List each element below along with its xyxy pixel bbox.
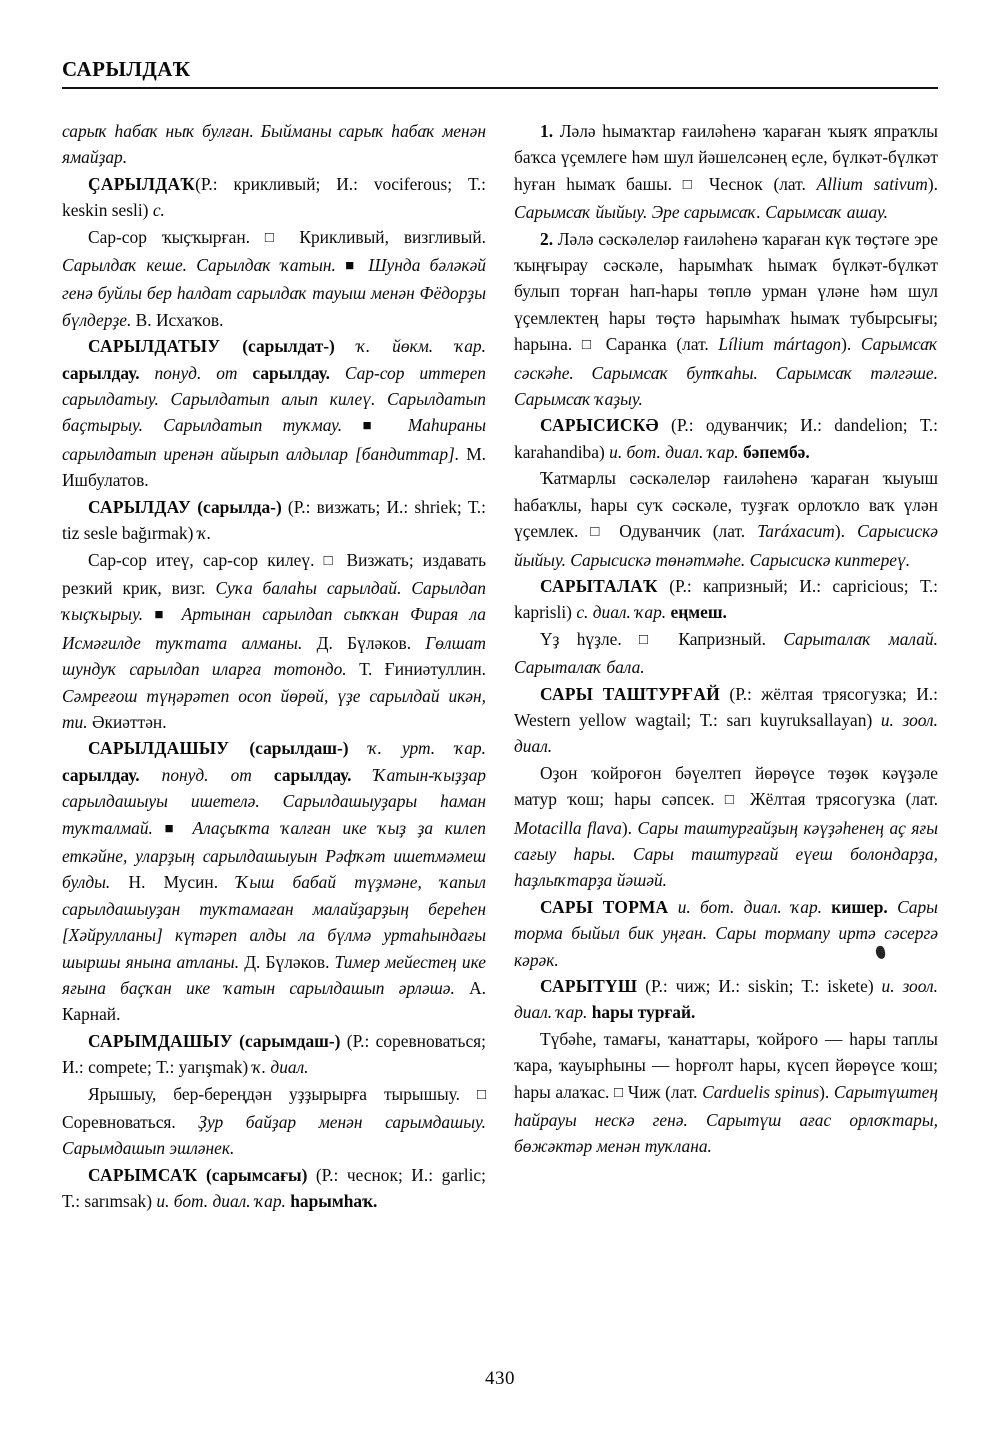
definition-bashkir: Оҙон ҡойроғон бәүелтеп йөрөүсе төҙөк кәүҙәле матур ҡош; һары сәпсек. xyxy=(514,762,938,810)
entry-sarimdashiu-body xyxy=(62,1081,486,1162)
latin-binomial: Motacilla flava xyxy=(514,817,622,838)
page-number: 430 xyxy=(485,1368,515,1389)
ru-gloss: одуванчик; xyxy=(705,415,788,436)
gloss-close: ) xyxy=(146,1191,153,1212)
tr-gloss: kaprisli xyxy=(514,602,567,623)
usage-examples: Сар-сор иттереп сарылдатыу. Сарылдатып алып килеү. Сарылдатып баҫтырыу. Сарылдатып туҡмау. xyxy=(62,362,486,436)
ru-label: Р.: xyxy=(352,1030,370,1051)
ru-gloss: крикливый; xyxy=(233,173,321,194)
ru-gloss: жёлтая трясогузка; xyxy=(761,683,907,704)
definition-bashkir: Сар-сор ҡыҫҡырған. xyxy=(88,226,251,247)
xref-target: һарымһаҡ. xyxy=(290,1191,378,1212)
usage-examples: Ҙур байҙар менән сарымдашыу. Сарымдашып эшләнек. xyxy=(62,1112,486,1159)
square-filled-marker-icon: ■ xyxy=(345,258,360,275)
entry-sarildashiu-head xyxy=(62,735,486,1027)
en-label: И.: xyxy=(799,575,822,596)
en-gloss: compete; xyxy=(88,1057,152,1078)
latin-open: (лат. xyxy=(676,334,709,355)
latin-binomial: Carduelis spinus xyxy=(702,1081,820,1102)
citation: Маһираны сарылдатып иренән айырып алдылар [бандиттар]. xyxy=(62,415,487,464)
citation: Сәмреғош түңәрәтеп осоп йөрөй, үҙе сарылдай икән, ти. xyxy=(62,685,486,732)
square-open-marker-icon: □ xyxy=(639,631,662,648)
latin-close: ). xyxy=(927,173,938,194)
en-gloss: dandelion; xyxy=(834,415,908,436)
definition-bashkir: Ләлә һымаҡтар ғаиләһенә ҡараған ҡыяҡ япраҡлы баҡса үҫемлеге һәм шул йәшелсәнең еҫле, бүлкәт-бүлкәт һуған һымаҡ башы. xyxy=(514,121,938,194)
en-label: И.: xyxy=(62,1057,84,1078)
en-label: И.: xyxy=(411,1164,434,1185)
ru-grammar-note: понуд. от xyxy=(154,362,238,383)
square-open-marker-icon: □ xyxy=(724,792,740,809)
entry-sari-tashturgai-body xyxy=(514,760,938,894)
definition-russian: Соревноваться. xyxy=(62,1112,176,1133)
citation: Гөлшат шундуҡ сарылдап иларға тотондо. xyxy=(62,632,486,680)
part-of-speech: ҡ. диал. xyxy=(252,1057,309,1078)
stem-form: (сарылдат-) xyxy=(242,336,335,357)
ru-gloss: чеснок; xyxy=(346,1164,403,1185)
part-of-speech: ҡ. xyxy=(197,523,212,544)
gloss-open: ( xyxy=(195,173,201,194)
definition-russian: Чиж xyxy=(627,1081,661,1102)
citation-source: Т. Ғиниәтуллин. xyxy=(359,659,486,680)
definition-russian: Чеснок xyxy=(709,173,763,194)
xref-label: ҡар. xyxy=(635,602,667,623)
gloss-open: ( xyxy=(287,496,294,517)
latin-open: (лат. xyxy=(905,789,938,810)
stem-form: (сарылда-) xyxy=(197,496,282,517)
right-column xyxy=(514,118,938,1160)
ru-gloss: чиж; xyxy=(675,976,711,996)
gloss-close: ) xyxy=(142,200,149,221)
usage-examples: Ҡатын-ҡыҙҙар сарылдашыуы ишетелә. Сарылдашыуҙары һаман туҡталмай. xyxy=(62,764,486,838)
xref-target: бәпембә. xyxy=(742,441,810,462)
definition-russian: Крикливый, визгливый. xyxy=(299,226,486,247)
tr-label: Т.: xyxy=(801,976,820,996)
tr-gloss: sarı kuyruksallayan xyxy=(726,709,867,730)
headword: САРЫЛДАШЫУ xyxy=(88,738,230,759)
tr-label: Т.: xyxy=(919,575,939,596)
ru-gloss: соревноваться; xyxy=(375,1030,486,1051)
en-label: И.: xyxy=(916,683,938,704)
citation: Алаҫыҡта ҡалған ике ҡыҙ ҙа килеп еткәйне, уларҙың сарылдашыуын Рәфҡәт ишетмәмеш булды. xyxy=(62,817,486,893)
ru-label: Р.: xyxy=(676,415,694,436)
entry-sarimdashiu-head xyxy=(62,1028,486,1081)
latin-open: (лат. xyxy=(712,521,746,542)
sense-number: 1. xyxy=(540,121,554,141)
citation: Ҡыш бабай түҙмәне, ҡапыл сарылдашыуҙан туҡтамаған малайҙарҙың береһен [Хәйрулланы] күтәреп алды ла бүлмә уртаһындағы шыршы янына атланы. xyxy=(62,872,486,972)
gloss-open: ( xyxy=(645,976,651,996)
part-of-speech: и. бот. диал. xyxy=(609,441,704,462)
citation-source: Әкиәттән. xyxy=(91,711,167,732)
headword: САРЫ ТАШТУРҒАЙ xyxy=(540,683,721,704)
gloss-open: ( xyxy=(671,415,677,436)
en-label: И.: xyxy=(718,976,741,996)
en-gloss: Western yellow wagtail; xyxy=(514,709,692,730)
citation-source: Д. Бүләков. xyxy=(244,951,330,972)
citation-source: М. Ишбулатов. xyxy=(62,443,486,491)
citation-source: В. Исхаҡов. xyxy=(135,309,224,330)
definition-bashkir: Ләлә сәскәлеләр ғаиләһенә ҡараған күк төҫтәге эре ҡыңғырау сәскәле, һарымһаҡ һымаҡ бүлкәт-бүлкәт булып торған һап-һары төплө урман үләне һәм шул үҫемлектең һары төҫтә һарымһаҡ һымаҡ тубырсығы; һарына. xyxy=(514,228,938,355)
entry-sarildaq-body xyxy=(62,224,486,334)
part-of-speech: и. зоол. диал. xyxy=(514,709,938,757)
square-open-marker-icon: □ xyxy=(323,552,338,569)
definition-bashkir: Үҙ һүҙле. xyxy=(540,628,622,649)
latin-close: ). xyxy=(621,817,632,838)
usage-examples: Сары торма быйыл бик уңған. Сары тормany иртә сәсергә кәрәк. xyxy=(514,896,938,970)
usage-examples: Суҡа балаһы сарылдай. Сарылдап ҡыҫҡырыу. xyxy=(62,577,486,625)
gloss-close: ) xyxy=(866,709,873,730)
latin-binomial: Taráxacum xyxy=(757,521,835,542)
square-filled-marker-icon: ■ xyxy=(154,607,171,624)
sense-2 xyxy=(514,226,938,413)
definition-russian: Визжать; издавать резкий крик, визг. xyxy=(62,549,486,598)
xref-target: сарылдау. xyxy=(62,362,140,383)
ru-grammar-note: понуд. от xyxy=(161,764,252,785)
definition-russian: Жёлтая трясогузка xyxy=(750,789,896,810)
definition-russian: Одуванчик xyxy=(619,521,701,542)
running-head-title: САРЫЛДАҠ xyxy=(62,57,191,81)
usage-examples: Сары таштурғайҙың кәүҙәһенең аҫ яғы сағыу һары. Сары таштурғай еүеш болондарҙа, һаҙлыҡтарҙа йәшәй. xyxy=(514,817,938,891)
en-label: И.: xyxy=(386,496,409,517)
entry-sarisiska-body xyxy=(514,465,938,573)
square-filled-marker-icon: ■ xyxy=(362,418,388,435)
citation: Тимер мейестең ике яғына баҫҡан ике ҡатын сарылдашып әрләшә. xyxy=(62,951,486,998)
stem-form: (сарылдаш-) xyxy=(249,738,349,759)
citation: Артынан сарылдап сыҡҡан Фирая ла Исмәғилде туҡтата алманы. xyxy=(62,604,487,653)
part-of-speech: и. зоол. диал. xyxy=(514,976,938,1023)
ru-label: Р.: xyxy=(293,496,311,517)
entry-saritush-body xyxy=(514,1026,938,1160)
latin-binomial: Allium sativum xyxy=(816,173,928,194)
entry-sarildaq-head xyxy=(62,171,486,224)
part-of-speech: ҡ. йөкм. xyxy=(356,336,434,357)
stem-form: (сарымсағы) xyxy=(205,1164,308,1185)
sense-number: 2. xyxy=(540,228,554,249)
headword: САРЫТҮШ xyxy=(540,976,638,996)
stem-form: (сарымдаш-) xyxy=(239,1030,341,1051)
square-open-marker-icon: □ xyxy=(682,176,699,193)
citation-source: Д. Бүләков. xyxy=(316,632,412,653)
gloss-open: ( xyxy=(669,575,675,596)
xref-target: еңмеш. xyxy=(670,602,727,623)
usage-examples: Сарымсаҡ йыйыу. Эре сарымсаҡ. Сарымсаҡ ашау. xyxy=(514,202,888,223)
usage-examples: Сарысискә йыйыу. Сарысискә төнәтмәһе. Сарысискә киптереү. xyxy=(514,521,938,570)
headword: САРЫМСАҠ xyxy=(88,1164,198,1185)
square-open-marker-icon: □ xyxy=(476,1086,486,1103)
gloss-open: ( xyxy=(315,1164,322,1185)
gloss-close: ) xyxy=(867,976,874,996)
left-column xyxy=(62,118,486,1215)
sense-1 xyxy=(514,118,938,226)
headword: САРЫЛДАУ xyxy=(88,496,192,517)
latin-open: (лат. xyxy=(773,173,806,194)
usage-examples: Сарымсаҡ сәскәһе. Сарымсаҡ бутҡаһы. Сарымсаҡ тәлгәше. Сарымсаҡ ҡаҙыу. xyxy=(514,334,939,410)
definition-bashkir: Сар-сор итеү, сар-сор килеү. xyxy=(88,549,315,570)
part-of-speech: с. xyxy=(152,200,165,221)
latin-close: ). xyxy=(819,1081,830,1102)
gloss-close: ) xyxy=(566,602,572,623)
page-columns xyxy=(62,118,938,1215)
ru-gloss: визжать; xyxy=(316,496,381,517)
xref-label: ҡар. xyxy=(707,441,739,462)
headword: САРЫМДАШЫУ xyxy=(88,1030,233,1051)
ru-label: Р.: xyxy=(674,575,692,596)
ru-xref-target: сарылдау. xyxy=(273,764,352,785)
ru-xref-target: сарылдау. xyxy=(252,362,330,383)
usage-examples: Сарыталаҡ малай. Сарыталаҡ бала. xyxy=(514,628,938,678)
tr-gloss: sarımsak xyxy=(84,1191,147,1212)
square-open-marker-icon: □ xyxy=(590,524,608,541)
latin-close: ). xyxy=(841,334,852,355)
xref-label: ҡар. xyxy=(791,896,822,917)
usage-examples: Сарылдаҡ кеше. Сарылдаҡ ҡатын. xyxy=(62,255,336,276)
headword: ҪАРЫЛДАҠ xyxy=(88,173,196,194)
entry-sarildatiu-head xyxy=(62,333,486,493)
entry-sari-torma-head xyxy=(514,894,938,973)
tr-label: Т.: xyxy=(467,173,486,194)
definition-bashkir: Ярышыу, бер-береңдән уҙҙырырға тырышыу. xyxy=(88,1083,460,1104)
continued-entry-text xyxy=(62,118,486,171)
running-head-rule xyxy=(62,87,938,89)
en-label: И.: xyxy=(336,173,358,194)
xref-label: ҡар. xyxy=(556,1002,588,1023)
part-of-speech: с. диал. xyxy=(576,602,631,623)
entry-sari-tashturgai-head xyxy=(514,681,938,760)
headword: САРЫСИСКӘ xyxy=(540,415,659,436)
headword: САРЫ ТОРМА xyxy=(540,896,669,917)
xref-target: һары турғай. xyxy=(591,1002,696,1023)
definition-russian: Саранка xyxy=(605,334,667,355)
tr-label: Т.: xyxy=(156,1057,175,1078)
citation-source: Н. Мусин. xyxy=(128,872,219,893)
en-gloss: shriek; xyxy=(414,496,462,517)
ru-label: Р.: xyxy=(651,976,668,996)
ru-gloss: капризный; xyxy=(702,575,788,596)
en-gloss: capricious; xyxy=(832,575,909,596)
entry-sarildau-body xyxy=(62,547,486,736)
definition-bashkir: Ҡатмарлы сәскәлеләр ғаиләһенә ҡараған ҡыуыш һабаҡлы, һары суҡ сәскәле, туҙғаҡ орлоҡло ваҡ үлән үҫемлек. xyxy=(514,468,938,542)
tr-label: Т.: xyxy=(467,496,486,517)
tr-gloss: keskin sesli xyxy=(62,200,143,221)
part-of-speech: и. бот. диал. xyxy=(677,896,782,917)
ru-label: Р.: xyxy=(200,173,218,194)
tr-label: Т.: xyxy=(62,1191,81,1212)
en-label: И.: xyxy=(800,415,822,436)
tr-gloss: iskete xyxy=(827,976,868,996)
gloss-close: ) xyxy=(598,441,605,462)
definition-bashkir: Түбәһе, тамағы, ҡанаттары, ҡойроғо — һары таплы ҡара, ҡауырһыны — һорғолт һары, күсеп йөрөүсе ҡош; һары алаҡас. xyxy=(514,1028,938,1102)
usage-examples: Сарытүштең һайрауы нескә генә. Сарытүш ағас орлоҡтары, бөжәктәр менән туҡлана. xyxy=(514,1081,939,1157)
tr-label: Т.: xyxy=(699,709,718,730)
gloss-open: ( xyxy=(346,1030,353,1051)
en-gloss: vociferous; xyxy=(373,173,453,194)
part-of-speech: и. бот. диал. xyxy=(156,1191,251,1212)
square-open-marker-icon: □ xyxy=(614,1084,624,1101)
latin-binomial: Lílium mártagon xyxy=(718,334,842,355)
en-gloss: siskin; xyxy=(748,976,794,996)
entry-sarildau-head xyxy=(62,494,486,547)
entry-saritush-head xyxy=(514,973,938,1026)
citation: Шунда бәләкәй генә буйлы бер һалдат сарылдаҡ тауыш менән Фёдорҙы бүлдерҙе. xyxy=(62,255,486,330)
gloss-close: ) xyxy=(187,523,194,544)
square-filled-marker-icon: ■ xyxy=(164,820,181,837)
entry-sarimsaq-head xyxy=(62,1162,486,1215)
part-of-speech: ҡ. урт. xyxy=(368,738,436,759)
running-head xyxy=(62,58,938,89)
headword: САРЫЛДАТЫУ xyxy=(88,336,221,357)
square-open-marker-icon: □ xyxy=(581,337,597,354)
entry-saritalaq-head xyxy=(514,573,938,626)
gloss-close: ) xyxy=(242,1057,249,1078)
tr-gloss: tiz sesle bağırmak xyxy=(62,523,188,544)
entry-saritalaq-body xyxy=(514,626,938,681)
xref-target: кишер. xyxy=(831,896,888,917)
tr-label: Т.: xyxy=(919,415,938,436)
citation-source: А. Карнай. xyxy=(62,978,486,1025)
xref-label: ҡар. xyxy=(254,1191,286,1212)
square-open-marker-icon: □ xyxy=(264,229,285,246)
latin-open: (лат. xyxy=(665,1081,698,1102)
tr-gloss: karahandiba xyxy=(514,441,599,462)
definition-russian: Капризный. xyxy=(678,628,767,649)
entry-sarisiska-head xyxy=(514,412,938,465)
xref-label: ҡар. xyxy=(455,738,486,759)
ru-label: Р.: xyxy=(321,1164,339,1185)
ru-label: Р.: xyxy=(735,683,752,704)
xref-label: ҡар. xyxy=(455,336,486,357)
xref-target: сарылдау. xyxy=(62,764,140,785)
en-gloss: garlic; xyxy=(441,1164,486,1185)
tr-gloss: yarışmak xyxy=(178,1057,243,1078)
headword: САРЫТАЛАҠ xyxy=(540,575,658,596)
continued-entry-italic: сарыҡ һабаҡ ныҡ булған. Быйманы сарыҡ һабаҡ менән ямайҙар. xyxy=(62,121,486,168)
latin-close: ). xyxy=(834,521,845,542)
gloss-open: ( xyxy=(729,683,736,704)
